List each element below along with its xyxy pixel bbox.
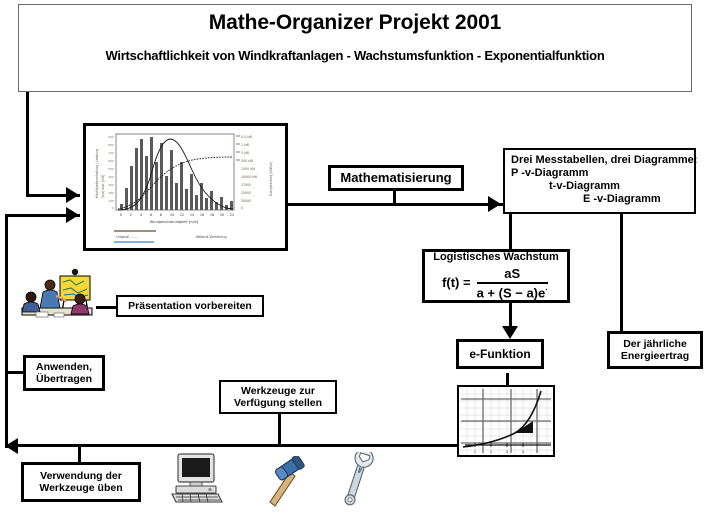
svg-text:100: 100: [108, 199, 114, 203]
formula-denominator: [477, 284, 548, 301]
svg-text:10000 kW: 10000 kW: [241, 175, 258, 179]
node-mathematisierung[interactable]: [328, 165, 464, 191]
svg-text:10: 10: [169, 213, 175, 217]
connector-title-to-chart-vertical: [26, 92, 29, 197]
arrowhead-bottom-bus-left: [5, 438, 18, 454]
node-logistisches-wachstum[interactable]: [422, 249, 570, 303]
arrowhead-title-to-chart: [66, 187, 79, 203]
anwenden-line-2: Übertragen: [35, 373, 92, 385]
svg-text:0: 0: [119, 213, 123, 217]
node-e-funktion-label: e-Funktion: [469, 346, 531, 361]
computer-clipart: [168, 452, 226, 504]
node-mathematisierung-label: Mathematisierung: [340, 170, 452, 186]
svg-text:4: 4: [521, 450, 525, 454]
diagrams-line-4: E -v-Diagramm: [583, 192, 661, 205]
werkzeuge-stellen-line-1: Werkzeuge zur: [241, 384, 315, 397]
svg-text:0: 0: [112, 206, 114, 210]
formula-numerator: aS: [504, 265, 521, 281]
connector-chart-to-diagrams: [288, 203, 514, 206]
chart-legend-1: Original .......: [116, 235, 138, 239]
page-subtitle: Wirtschaftlichkeit von Windkraftanlagen - Wachstumsfunktion - Exponentialfunktion: [105, 48, 605, 63]
svg-text:300: 300: [108, 183, 114, 187]
svg-text:4: 4: [139, 213, 143, 217]
node-e-funktion[interactable]: [456, 339, 544, 369]
diagrams-line-2: P -v-Diagramm: [511, 166, 589, 179]
svg-text:14: 14: [189, 213, 195, 217]
svg-text:1 kW: 1 kW: [241, 143, 250, 147]
svg-text:500: 500: [108, 167, 114, 171]
node-praesentation-label: Präsentation vorbereiten: [128, 299, 252, 312]
connector-bottom-bus: [5, 444, 457, 447]
werkzeuge-ueben-line-2: Werkzeuge üben: [39, 482, 123, 494]
werkzeuge-ueben-line-1: Verwendung der: [40, 469, 122, 482]
hammer-clipart: [266, 456, 308, 508]
connector-diagrams-to-energieertrag: [620, 213, 623, 332]
wrench-clipart: [338, 452, 376, 508]
formula-denominator-text: a + (S − a)e: [476, 285, 546, 301]
node-werkzeuge-ueben[interactable]: [21, 462, 141, 502]
svg-text:12: 12: [179, 213, 185, 217]
svg-text:5 kW: 5 kW: [241, 151, 250, 155]
svg-text:30000: 30000: [241, 199, 252, 203]
svg-text:600: 600: [108, 159, 114, 163]
svg-text:22: 22: [229, 213, 235, 217]
formula-denominator-exponent: ·: [545, 284, 548, 294]
diagrams-line-3: t-v-Diagramm: [549, 179, 620, 192]
arrowhead-formula-to-efunktion: [502, 326, 518, 339]
anwenden-line-1: Anwenden,: [35, 360, 92, 373]
presentation-people-clipart: [18, 268, 100, 320]
svg-text:1000 kW: 1000 kW: [241, 167, 256, 171]
arrowhead-chart-to-diagrams: [488, 196, 501, 212]
svg-text:Windgeschwindigkeit [m/s]: Windgeschwindigkeit [m/s]: [149, 220, 199, 224]
connector-werkzeuge-stellen-to-bus: [278, 414, 281, 446]
svg-text:8: 8: [159, 213, 163, 217]
node-praesentation-vorbereiten[interactable]: [116, 295, 264, 317]
svg-text:700: 700: [108, 151, 114, 155]
svg-text:25000: 25000: [241, 191, 252, 195]
node-drei-messtabellen[interactable]: [503, 148, 696, 214]
svg-text:200: 200: [108, 191, 114, 195]
svg-text:800: 800: [108, 143, 114, 147]
node-energieertrag[interactable]: [607, 331, 703, 369]
formula-fraction: [477, 266, 548, 301]
svg-text:400: 400: [108, 175, 114, 179]
svg-text:20: 20: [219, 213, 225, 217]
chart-legend-2: Weibull-Verteilung: [196, 235, 227, 239]
svg-text:2: 2: [129, 213, 133, 217]
wind-chart-svg: [86, 126, 285, 248]
formula-expression: [442, 266, 548, 301]
svg-text:500 kW: 500 kW: [241, 159, 254, 163]
svg-text:3: 3: [505, 450, 509, 454]
svg-text:16: 16: [199, 213, 205, 217]
arrowhead-left-spine-to-chart: [66, 207, 79, 223]
wind-turbine-chart-image: [83, 123, 288, 251]
svg-text:[h/a] bzw. [kW]: [h/a] bzw. [kW]: [101, 174, 105, 198]
werkzeuge-stellen-line-2: Verfügung stellen: [233, 397, 323, 409]
formula-lhs: f(t) =: [442, 275, 471, 291]
svg-text:Energieertrag [kWh/a]: Energieertrag [kWh/a]: [269, 161, 273, 196]
svg-text:Häufigkeitsverteilung / Leistu: Häufigkeitsverteilung / Leistung: [95, 148, 99, 198]
formula-title: Logistisches Wachstum: [433, 250, 559, 263]
connector-mathematisierung-drop: [393, 190, 396, 204]
svg-text:0,5 kW: 0,5 kW: [241, 135, 253, 139]
page-title: Mathe-Organizer Projekt 2001: [208, 11, 502, 34]
svg-text:6: 6: [149, 213, 153, 217]
exponential-graph-image: [457, 385, 555, 457]
exponential-graph-svg: [459, 387, 553, 455]
svg-text:0: 0: [241, 206, 244, 210]
energieertrag-line-2: Energieertrag: [620, 350, 690, 362]
title-banner: [18, 4, 692, 92]
energieertrag-line-1: Der jährliche: [623, 337, 687, 350]
connector-left-spine-vertical: [5, 214, 8, 448]
svg-text:2: 2: [489, 450, 493, 454]
diagrams-line-1: Drei Messtabellen, drei Diagramme:: [511, 154, 698, 166]
connector-bus-to-werkzeuge-ueben: [78, 444, 81, 463]
svg-text:1: 1: [473, 450, 477, 454]
node-anwenden-uebertragen[interactable]: [23, 355, 105, 391]
svg-text:18: 18: [209, 213, 215, 217]
node-werkzeuge-zur-verfuegung-stellen[interactable]: [219, 380, 337, 414]
svg-text:17000: 17000: [241, 183, 252, 187]
svg-text:900: 900: [108, 135, 114, 139]
